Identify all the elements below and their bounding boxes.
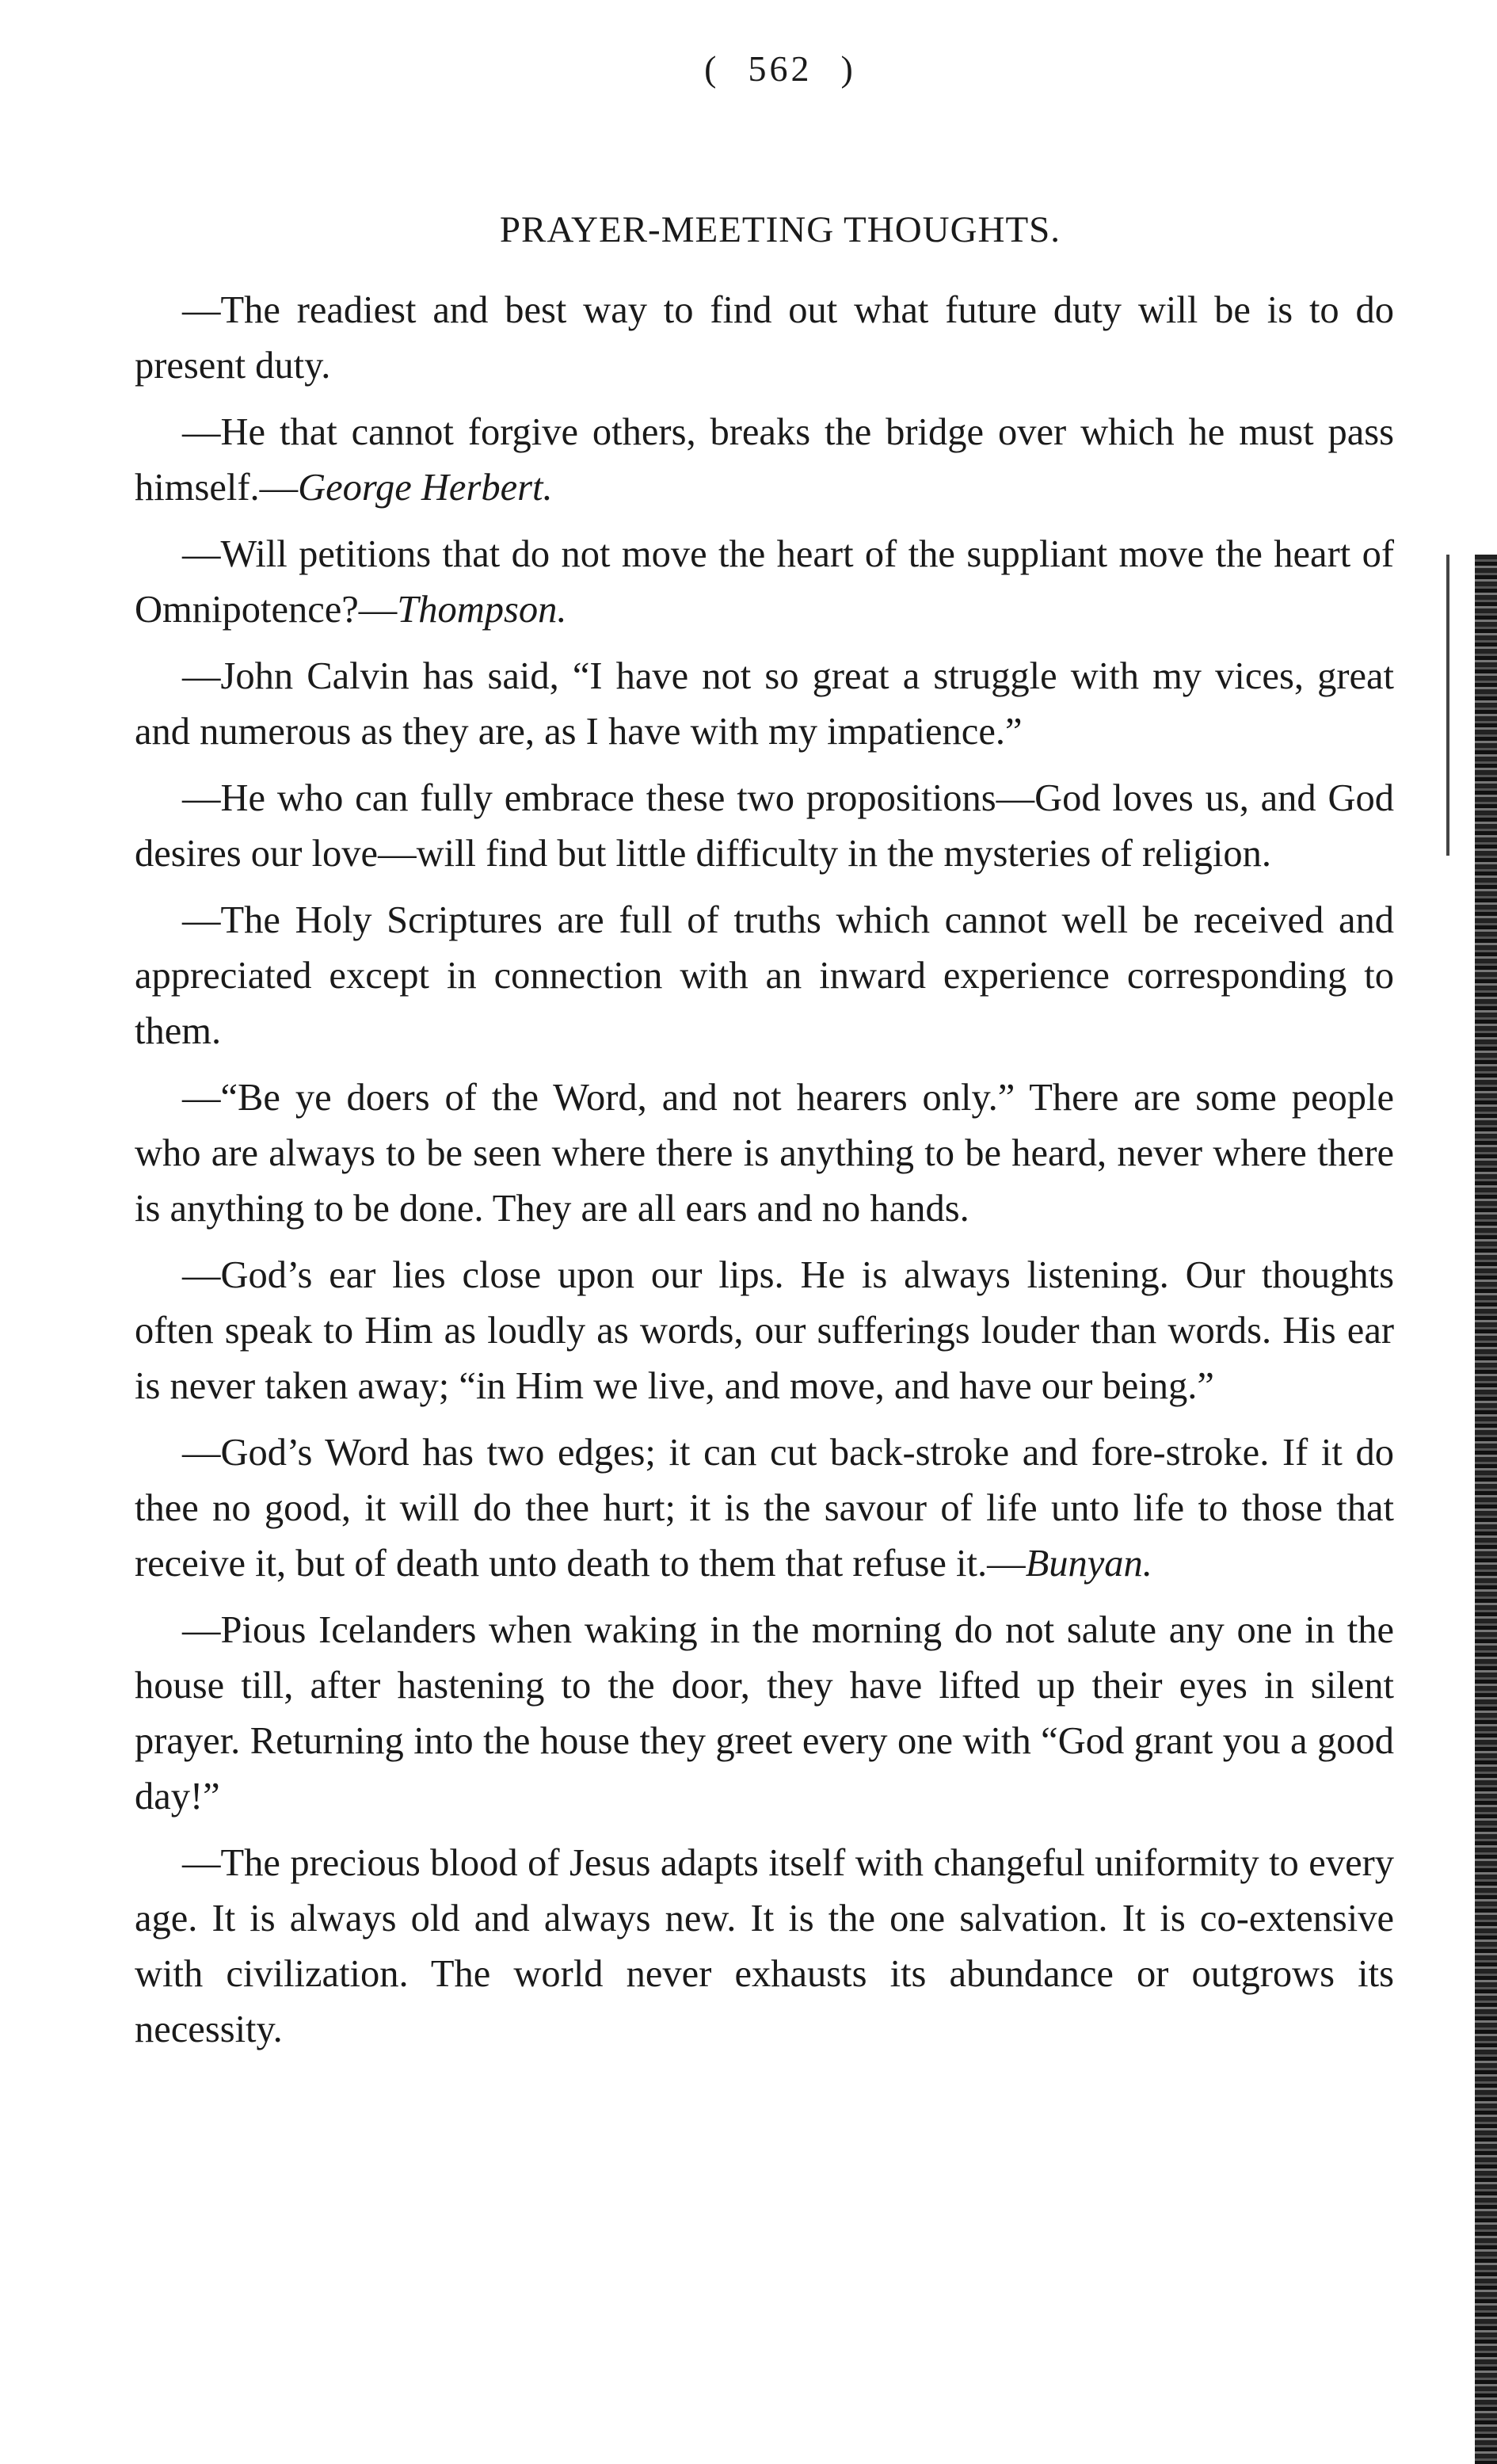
margin-rule [1446,555,1449,856]
article-heading: PRAYER-MEETING THOUGHTS. [499,209,1061,250]
attribution: George Herbert. [298,467,553,509]
paragraph [135,771,1394,882]
paragraph-text: —The Holy Scriptures are full of truths which cannot well be received and appreciated except in connection with an inward experience corresponding to them. [135,899,1394,1052]
paragraph [135,649,1394,760]
paragraph-text: —Will petitions that do not move the heart of the suppliant move the heart of Omnipotence?— [135,533,1394,631]
page [135,48,1394,2069]
paragraph-text: —The readiest and best way to find out what future duty will be is to do present duty. [135,289,1394,387]
paragraph [135,893,1394,1059]
paragraph-text: —John Calvin has said, “I have not so great a struggle with my vices, great and numerous as they are, as I have with my impatience.” [135,655,1394,753]
paragraph-text: —The precious blood of Jesus adapts itself with changeful uniformity to every age. It is always old and always new. It is the one salvation. It is co-extensive with civilization. The world never exhausts its abundance or outgrows its necessity. [135,1842,1394,2050]
paragraph [135,283,1394,394]
page-number-value: 562 [748,48,813,89]
attribution: Bunyan. [1025,1543,1152,1585]
paragraph-text: —God’s Word has two edges; it can cut back-stroke and fore-stroke. If it do thee no good, it will do thee hurt; it is the savour of life unto life to those that receive it, but of death unto death to them that refuse it.— [135,1432,1394,1585]
paragraph [135,405,1394,516]
paragraph [135,1836,1394,2058]
paragraph-text: —“Be ye doers of the Word, and not hearers only.” There are some people who are always to be seen where there is anything to be heard, never where there is anything to be done. They are all ears and no hands. [135,1077,1394,1230]
paragraph [135,1425,1394,1592]
paragraph-text: —He that cannot forgive others, breaks the bridge over which he must pass himself.— [135,411,1394,509]
attribution: Thompson. [397,589,567,631]
page-edge-binding [1475,555,1497,2464]
paragraph-text: —He who can fully embrace these two propositions—God loves us, and God desires our love—will find but little difficulty in the mysteries of religion. [135,777,1394,875]
page-number: ( 562 ) [704,48,856,89]
paragraph [135,1070,1394,1237]
paragraph-text: —Pious Icelanders when waking in the morning do not salute any one in the house till, after hastening to the door, they have lifted up their eyes in silent prayer. Returning into the house they greet every one with “God grant you a good day!” [135,1609,1394,1817]
paragraph [135,1603,1394,1825]
paragraph [135,527,1394,638]
paragraph [135,1248,1394,1414]
paragraph-text: —God’s ear lies close upon our lips. He is always listening. Our thoughts often speak to Him as loudly as words, our sufferings louder than words. His ear is never taken away; “in Him we live, and move, and have our being.” [135,1254,1394,1407]
